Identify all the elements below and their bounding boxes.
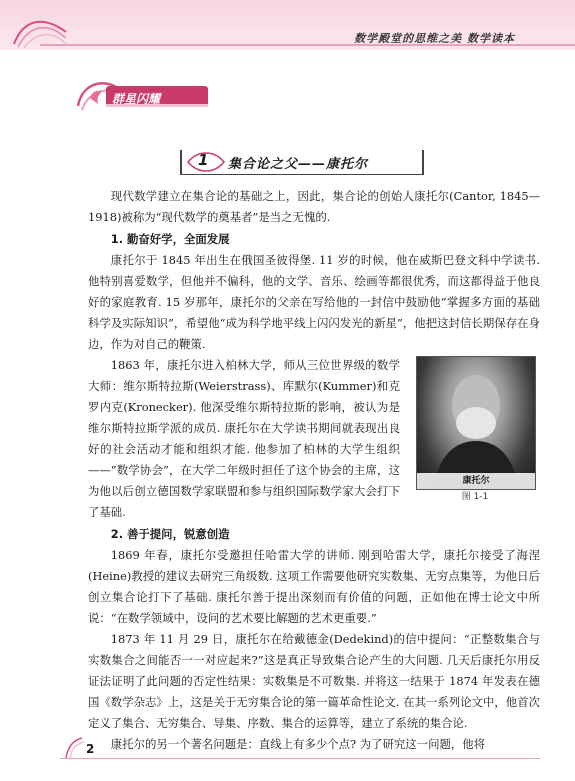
- intro-paragraph: 现代数学建立在集合论的基础之上，因此，集合论的创始人康托尔(Cantor, 1845—1918)被称为“现代数学的奠基者”是当之无愧的.: [88, 189, 540, 224]
- section-heading-1: 1. 勤奋好学，全面发展: [110, 232, 230, 246]
- figure-cantor: [410, 356, 540, 504]
- cantor-portrait-photo: [416, 356, 536, 490]
- chapter-title: 集合论之父——康托尔: [228, 157, 369, 172]
- paragraph: 1873 年 11 月 29 日，康托尔在给戴德金(Dedekind)的信中提问：“正整数集合与实数集合之间能否一一对应起来?”这是真正导致集合论产生的大问题. 几天后康托尔用反证法证明了此问题的否定性结果：实数集是不可数集. 并将这一结果于 1874 年发表在德国《数学杂志》上，这是关于无穷集合论的第一篇革命性论文. 在其一系列论文中，他首次定义了集合、无穷集合、导集、序数、集合的运算等，建立了系统的集合论.: [88, 632, 540, 730]
- paragraph: 康托尔于 1845 年出生在俄国圣彼得堡. 11 岁的时候，他在威斯巴登文科中学读书. 他特别喜爱数学，但他并不偏科，他的文学、音乐、绘画等都很优秀，而这都得益于他良好的家庭教育. 15 岁那年，康托尔的父亲在写给他的一封信中鼓励他“掌握多方面的基础科学及实际知识”，希望他“成为科学地平线上闪闪发光的新星”，他把这封信长期保存在身边，作为对自己的鞭策.: [88, 253, 540, 351]
- running-title: 数学殿堂的思维之美 数学读本: [354, 32, 515, 45]
- page-number: 2: [86, 742, 95, 756]
- section-heading-2: 2. 善于提问，锐意创造: [110, 527, 230, 541]
- chapter-number: 1: [198, 151, 209, 169]
- section-tag-label: 群星闪耀: [112, 92, 161, 106]
- footer-swirl-decoration-icon: [62, 736, 86, 760]
- portrait-silhouette-icon: [417, 357, 535, 489]
- paragraph: 1869 年春，康托尔受邀担任哈雷大学的讲师. 刚到哈雷大学，康托尔接受了海涅(Heine)教授的建议去研究三角级数. 这项工作需要他研究实数集、无穷点集等，为他日后创立集合论打下了基础. 康托尔善于提出深刻而有价值的问题，正如他在博士论文中所说：“在数学领域中，设问的艺术要比解题的艺术更重要.”: [88, 548, 540, 625]
- paragraph: 1863 年，康托尔进入柏林大学，师从三位世界级的数学大师：维尔斯特拉斯(Weierstrass)、库默尔(Kummer)和克罗内克(Kronecker). 他深受维尔斯特拉斯的影响，被认为是维尔斯特拉斯学派的成员. 康托尔在大学读书期间就表现出良好的社会活动才能和组织才能. 他参加了柏林的大学生组织——“数学协会”，在大学二年级时担任了这个协会的主席，这为他以后创立德国数学家联盟和参与组织国际数学家大会打下了基础.: [88, 358, 400, 519]
- article-body: [88, 186, 540, 755]
- paragraph: 康托尔的另一个著名问题是：直线上有多少个点? 为了研究这一问题，他将: [110, 737, 486, 751]
- photo-caption: 康托尔: [417, 473, 535, 489]
- figure-label: 图 1-1: [461, 492, 489, 502]
- footer-rule: [60, 758, 540, 759]
